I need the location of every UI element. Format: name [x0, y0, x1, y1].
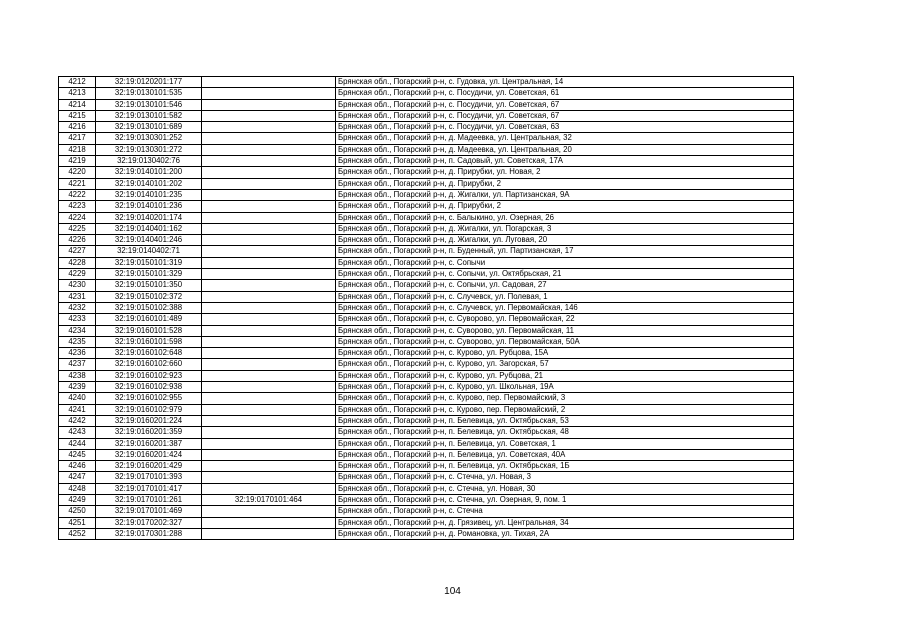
cadastral-number-cell: 32:19:0160102:648 — [96, 348, 202, 359]
page-number: 104 — [444, 586, 461, 597]
table-row — [59, 77, 794, 88]
linked-cadastral-cell — [202, 144, 336, 155]
row-number-cell: 4241 — [59, 404, 96, 415]
address-cell: Брянская обл., Погарский р-н, с. Балыкино, ул. Озерная, 26 — [336, 212, 794, 223]
cadastral-number-cell: 32:19:0140101:235 — [96, 189, 202, 200]
cadastral-number-cell: 32:19:0140201:174 — [96, 212, 202, 223]
cadastral-number-cell: 32:19:0160102:979 — [96, 404, 202, 415]
row-number-cell: 4233 — [59, 314, 96, 325]
row-number-cell: 4226 — [59, 235, 96, 246]
cadastral-number-cell: 32:19:0140101:236 — [96, 201, 202, 212]
linked-cadastral-cell — [202, 382, 336, 393]
table-row — [59, 178, 794, 189]
table-row — [59, 269, 794, 280]
linked-cadastral-cell — [202, 257, 336, 268]
address-cell: Брянская обл., Погарский р-н, с. Курово, ул. Рубцова, 21 — [336, 370, 794, 381]
linked-cadastral-cell — [202, 483, 336, 494]
address-cell: Брянская обл., Погарский р-н, с. Стечна — [336, 506, 794, 517]
linked-cadastral-cell — [202, 336, 336, 347]
cadastral-number-cell: 32:19:0150102:388 — [96, 302, 202, 313]
table-row — [59, 370, 794, 381]
row-number-cell: 4230 — [59, 280, 96, 291]
linked-cadastral-cell — [202, 404, 336, 415]
address-cell: Брянская обл., Погарский р-н, д. Жигалки, ул. Партизанская, 9А — [336, 189, 794, 200]
linked-cadastral-cell — [202, 461, 336, 472]
table-row — [59, 472, 794, 483]
row-number-cell: 4235 — [59, 336, 96, 347]
row-number-cell: 4243 — [59, 427, 96, 438]
row-number-cell: 4239 — [59, 382, 96, 393]
table-row — [59, 280, 794, 291]
row-number-cell: 4252 — [59, 528, 96, 539]
table-row — [59, 122, 794, 133]
table-row — [59, 449, 794, 460]
row-number-cell: 4224 — [59, 212, 96, 223]
table-row — [59, 291, 794, 302]
table-row — [59, 223, 794, 234]
row-number-cell: 4246 — [59, 461, 96, 472]
table-row — [59, 348, 794, 359]
linked-cadastral-cell — [202, 223, 336, 234]
linked-cadastral-cell — [202, 506, 336, 517]
table-body — [59, 77, 794, 540]
cadastral-number-cell: 32:19:0170101:393 — [96, 472, 202, 483]
cadastral-number-cell: 32:19:0160201:359 — [96, 427, 202, 438]
linked-cadastral-cell — [202, 88, 336, 99]
linked-cadastral-cell — [202, 269, 336, 280]
linked-cadastral-cell — [202, 189, 336, 200]
table-row — [59, 246, 794, 257]
row-number-cell: 4229 — [59, 269, 96, 280]
table-row — [59, 336, 794, 347]
table-row — [59, 314, 794, 325]
table-row — [59, 167, 794, 178]
cadastral-number-cell: 32:19:0160102:660 — [96, 359, 202, 370]
address-cell: Брянская обл., Погарский р-н, с. Посудичи, ул. Советская, 67 — [336, 110, 794, 121]
linked-cadastral-cell — [202, 156, 336, 167]
cadastral-number-cell: 32:19:0130101:535 — [96, 88, 202, 99]
address-cell: Брянская обл., Погарский р-н, с. Суворово, ул. Первомайская, 11 — [336, 325, 794, 336]
cadastral-number-cell: 32:19:0170101:469 — [96, 506, 202, 517]
linked-cadastral-cell — [202, 427, 336, 438]
table-row — [59, 393, 794, 404]
linked-cadastral-cell — [202, 122, 336, 133]
linked-cadastral-cell — [202, 517, 336, 528]
linked-cadastral-cell — [202, 280, 336, 291]
linked-cadastral-cell — [202, 449, 336, 460]
cadastral-number-cell: 32:19:0120201:177 — [96, 77, 202, 88]
address-cell: Брянская обл., Погарский р-н, с. Случевск, ул. Полевая, 1 — [336, 291, 794, 302]
row-number-cell: 4214 — [59, 99, 96, 110]
table-row — [59, 483, 794, 494]
cadastral-number-cell: 32:19:0160201:224 — [96, 415, 202, 426]
table-row — [59, 189, 794, 200]
row-number-cell: 4251 — [59, 517, 96, 528]
row-number-cell: 4237 — [59, 359, 96, 370]
row-number-cell: 4248 — [59, 483, 96, 494]
table-row — [59, 438, 794, 449]
row-number-cell: 4247 — [59, 472, 96, 483]
cadastral-number-cell: 32:19:0160102:938 — [96, 382, 202, 393]
table-row — [59, 156, 794, 167]
linked-cadastral-cell — [202, 415, 336, 426]
address-cell: Брянская обл., Погарский р-н, с. Курово, ул. Рубцова, 15А — [336, 348, 794, 359]
row-number-cell: 4250 — [59, 506, 96, 517]
linked-cadastral-cell — [202, 99, 336, 110]
cadastral-number-cell: 32:19:0140401:162 — [96, 223, 202, 234]
linked-cadastral-cell — [202, 235, 336, 246]
table-row — [59, 528, 794, 539]
cadastral-number-cell: 32:19:0160102:955 — [96, 393, 202, 404]
cadastral-number-cell: 32:19:0130101:582 — [96, 110, 202, 121]
cadastral-number-cell: 32:19:0170301:288 — [96, 528, 202, 539]
table-row — [59, 144, 794, 155]
cadastral-number-cell: 32:19:0130101:546 — [96, 99, 202, 110]
cadastral-number-cell: 32:19:0130301:252 — [96, 133, 202, 144]
address-cell: Брянская обл., Погарский р-н, д. Жигалки, ул. Луговая, 20 — [336, 235, 794, 246]
address-cell: Брянская обл., Погарский р-н, с. Курово, пер. Первомайский, 2 — [336, 404, 794, 415]
table-row — [59, 88, 794, 99]
cadastral-number-cell: 32:19:0130301:272 — [96, 144, 202, 155]
address-cell: Брянская обл., Погарский р-н, с. Гудовка, ул. Центральная, 14 — [336, 77, 794, 88]
cadastral-number-cell: 32:19:0170101:417 — [96, 483, 202, 494]
table-row — [59, 404, 794, 415]
row-number-cell: 4212 — [59, 77, 96, 88]
row-number-cell: 4225 — [59, 223, 96, 234]
linked-cadastral-cell — [202, 472, 336, 483]
row-number-cell: 4215 — [59, 110, 96, 121]
cadastral-number-cell: 32:19:0130101:689 — [96, 122, 202, 133]
address-cell: Брянская обл., Погарский р-н, д. Мадеевка, ул. Центральная, 20 — [336, 144, 794, 155]
row-number-cell: 4227 — [59, 246, 96, 257]
linked-cadastral-cell — [202, 348, 336, 359]
row-number-cell: 4240 — [59, 393, 96, 404]
cadastral-number-cell: 32:19:0160101:598 — [96, 336, 202, 347]
table-row — [59, 517, 794, 528]
table-row — [59, 325, 794, 336]
address-cell: Брянская обл., Погарский р-н, п. Белевица, ул. Октябрьская, 1Б — [336, 461, 794, 472]
address-cell: Брянская обл., Погарский р-н, с. Стечна, ул. Новая, 30 — [336, 483, 794, 494]
cadastral-number-cell: 32:19:0160101:528 — [96, 325, 202, 336]
address-cell: Брянская обл., Погарский р-н, с. Сопычи — [336, 257, 794, 268]
row-number-cell: 4232 — [59, 302, 96, 313]
row-number-cell: 4216 — [59, 122, 96, 133]
address-cell: Брянская обл., Погарский р-н, с. Посудичи, ул. Советская, 61 — [336, 88, 794, 99]
linked-cadastral-cell — [202, 325, 336, 336]
row-number-cell: 4219 — [59, 156, 96, 167]
row-number-cell: 4244 — [59, 438, 96, 449]
linked-cadastral-cell — [202, 77, 336, 88]
address-cell: Брянская обл., Погарский р-н, с. Стечна, ул. Озерная, 9, пом. 1 — [336, 494, 794, 505]
address-cell: Брянская обл., Погарский р-н, с. Курово, пер. Первомайский, 3 — [336, 393, 794, 404]
row-number-cell: 4217 — [59, 133, 96, 144]
address-cell: Брянская обл., Погарский р-н, п. Белевица, ул. Октябрьская, 53 — [336, 415, 794, 426]
table-row — [59, 494, 794, 505]
linked-cadastral-cell — [202, 370, 336, 381]
linked-cadastral-cell — [202, 167, 336, 178]
linked-cadastral-cell — [202, 110, 336, 121]
cadastral-number-cell: 32:19:0140401:246 — [96, 235, 202, 246]
address-cell: Брянская обл., Погарский р-н, д. Мадеевка, ул. Центральная, 32 — [336, 133, 794, 144]
address-cell: Брянская обл., Погарский р-н, п. Белевица, ул. Советская, 1 — [336, 438, 794, 449]
table-row — [59, 461, 794, 472]
table-row — [59, 415, 794, 426]
linked-cadastral-cell — [202, 393, 336, 404]
linked-cadastral-cell — [202, 359, 336, 370]
row-number-cell: 4222 — [59, 189, 96, 200]
row-number-cell: 4213 — [59, 88, 96, 99]
cadastral-number-cell: 32:19:0160201:387 — [96, 438, 202, 449]
row-number-cell: 4245 — [59, 449, 96, 460]
address-cell: Брянская обл., Погарский р-н, п. Буденный, ул. Партизанская, 17 — [336, 246, 794, 257]
row-number-cell: 4228 — [59, 257, 96, 268]
cadastral-number-cell: 32:19:0150101:329 — [96, 269, 202, 280]
address-cell: Брянская обл., Погарский р-н, д. Прирубки, 2 — [336, 201, 794, 212]
table-row — [59, 235, 794, 246]
address-cell: Брянская обл., Погарский р-н, д. Грязивец, ул. Центральная, 34 — [336, 517, 794, 528]
table-row — [59, 382, 794, 393]
linked-cadastral-cell: 32:19:0170101:464 — [202, 494, 336, 505]
linked-cadastral-cell — [202, 133, 336, 144]
cadastral-number-cell: 32:19:0150101:319 — [96, 257, 202, 268]
address-cell: Брянская обл., Погарский р-н, п. Садовый, ул. Советская, 17А — [336, 156, 794, 167]
property-register-table — [58, 76, 794, 540]
row-number-cell: 4236 — [59, 348, 96, 359]
table-row — [59, 257, 794, 268]
cadastral-number-cell: 32:19:0170101:261 — [96, 494, 202, 505]
row-number-cell: 4220 — [59, 167, 96, 178]
address-cell: Брянская обл., Погарский р-н, с. Сопычи, ул. Садовая, 27 — [336, 280, 794, 291]
table-row — [59, 212, 794, 223]
address-cell: Брянская обл., Погарский р-н, с. Посудичи, ул. Советская, 67 — [336, 99, 794, 110]
address-cell: Брянская обл., Погарский р-н, д. Жигалки, ул. Погарская, 3 — [336, 223, 794, 234]
cadastral-number-cell: 32:19:0150101:350 — [96, 280, 202, 291]
linked-cadastral-cell — [202, 178, 336, 189]
row-number-cell: 4221 — [59, 178, 96, 189]
cadastral-number-cell: 32:19:0140101:202 — [96, 178, 202, 189]
linked-cadastral-cell — [202, 528, 336, 539]
address-cell: Брянская обл., Погарский р-н, д. Прирубки, ул. Новая, 2 — [336, 167, 794, 178]
table-row — [59, 359, 794, 370]
cadastral-number-cell: 32:19:0140101:200 — [96, 167, 202, 178]
cadastral-number-cell: 32:19:0160201:429 — [96, 461, 202, 472]
row-number-cell: 4249 — [59, 494, 96, 505]
linked-cadastral-cell — [202, 438, 336, 449]
table-row — [59, 302, 794, 313]
row-number-cell: 4231 — [59, 291, 96, 302]
address-cell: Брянская обл., Погарский р-н, д. Романовка, ул. Тихая, 2А — [336, 528, 794, 539]
cadastral-number-cell: 32:19:0150102:372 — [96, 291, 202, 302]
address-cell: Брянская обл., Погарский р-н, с. Суворово, ул. Первомайская, 50А — [336, 336, 794, 347]
linked-cadastral-cell — [202, 212, 336, 223]
row-number-cell: 4218 — [59, 144, 96, 155]
cadastral-number-cell: 32:19:0140402:71 — [96, 246, 202, 257]
linked-cadastral-cell — [202, 302, 336, 313]
linked-cadastral-cell — [202, 314, 336, 325]
cadastral-number-cell: 32:19:0160201:424 — [96, 449, 202, 460]
address-cell: Брянская обл., Погарский р-н, с. Случевск, ул. Первомайская, 146 — [336, 302, 794, 313]
cadastral-number-cell: 32:19:0160101:489 — [96, 314, 202, 325]
cadastral-number-cell: 32:19:0160102:923 — [96, 370, 202, 381]
table-row — [59, 133, 794, 144]
linked-cadastral-cell — [202, 291, 336, 302]
linked-cadastral-cell — [202, 201, 336, 212]
address-cell: Брянская обл., Погарский р-н, с. Курово, ул. Школьная, 19А — [336, 382, 794, 393]
table-row — [59, 99, 794, 110]
address-cell: Брянская обл., Погарский р-н, д. Прирубки, 2 — [336, 178, 794, 189]
table-row — [59, 201, 794, 212]
cadastral-number-cell: 32:19:0170202:327 — [96, 517, 202, 528]
address-cell: Брянская обл., Погарский р-н, п. Белевица, ул. Октябрьская, 48 — [336, 427, 794, 438]
table-row — [59, 506, 794, 517]
address-cell: Брянская обл., Погарский р-н, п. Белевица, ул. Советская, 40А — [336, 449, 794, 460]
cadastral-number-cell: 32:19:0130402:76 — [96, 156, 202, 167]
table-row — [59, 110, 794, 121]
row-number-cell: 4223 — [59, 201, 96, 212]
row-number-cell: 4234 — [59, 325, 96, 336]
address-cell: Брянская обл., Погарский р-н, с. Посудичи, ул. Советская, 63 — [336, 122, 794, 133]
address-cell: Брянская обл., Погарский р-н, с. Стечна, ул. Новая, 3 — [336, 472, 794, 483]
table-row — [59, 427, 794, 438]
linked-cadastral-cell — [202, 246, 336, 257]
row-number-cell: 4242 — [59, 415, 96, 426]
address-cell: Брянская обл., Погарский р-н, с. Суворово, ул. Первомайская, 22 — [336, 314, 794, 325]
row-number-cell: 4238 — [59, 370, 96, 381]
address-cell: Брянская обл., Погарский р-н, с. Курово, ул. Загорская, 57 — [336, 359, 794, 370]
address-cell: Брянская обл., Погарский р-н, с. Сопычи, ул. Октябрьская, 21 — [336, 269, 794, 280]
